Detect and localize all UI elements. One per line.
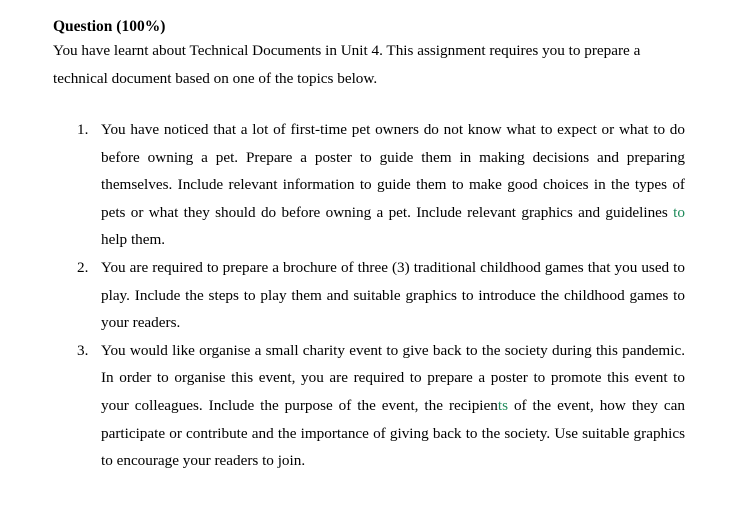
task-number: 3.: [77, 341, 89, 359]
task-item: [53, 337, 685, 475]
task-text: You have noticed that a lot of first-time pet owners do not know what to expect or what to do before owning a pet. Prepare a poster to guide them in making decisions and preparing themselves. Include relevant information to guide them to make good choices in the types of pets or what they should do before owning a pet. Include relevant graphics and guidelines: [101, 121, 685, 221]
question-intro: You have learnt about Technical Documents in Unit 4. This assignment requires you to prepare a technical document based on one of the topics below.: [53, 42, 641, 87]
task-text-end: help them.: [101, 231, 166, 249]
task-text-accent: to: [673, 203, 685, 221]
task-text-end: of the event, how they can participate or contribute and the importance of giving back to the society. Use suitable graphics to encourage your readers to join.: [101, 396, 685, 470]
task-list: [53, 116, 685, 475]
task-text: You are required to prepare a brochure of three (3) traditional childhood games that you used to play. Include the steps to play them and suitable graphics to introduce the childhood games to your readers.: [101, 258, 685, 332]
document-page: [53, 17, 685, 475]
task-item: [53, 254, 685, 337]
question-heading: Question (100%): [53, 18, 166, 35]
task-item: [53, 116, 685, 254]
task-text-accent: ts: [497, 396, 508, 414]
task-number: 2.: [77, 258, 89, 276]
task-text: You would like organise a small charity event to give back to the society during this pandemic. In order to organise this event, you are required to prepare a poster to promote this event to your colleagues. Include the purpose of the event, the recipien: [101, 341, 685, 414]
task-number: 1.: [77, 121, 89, 138]
